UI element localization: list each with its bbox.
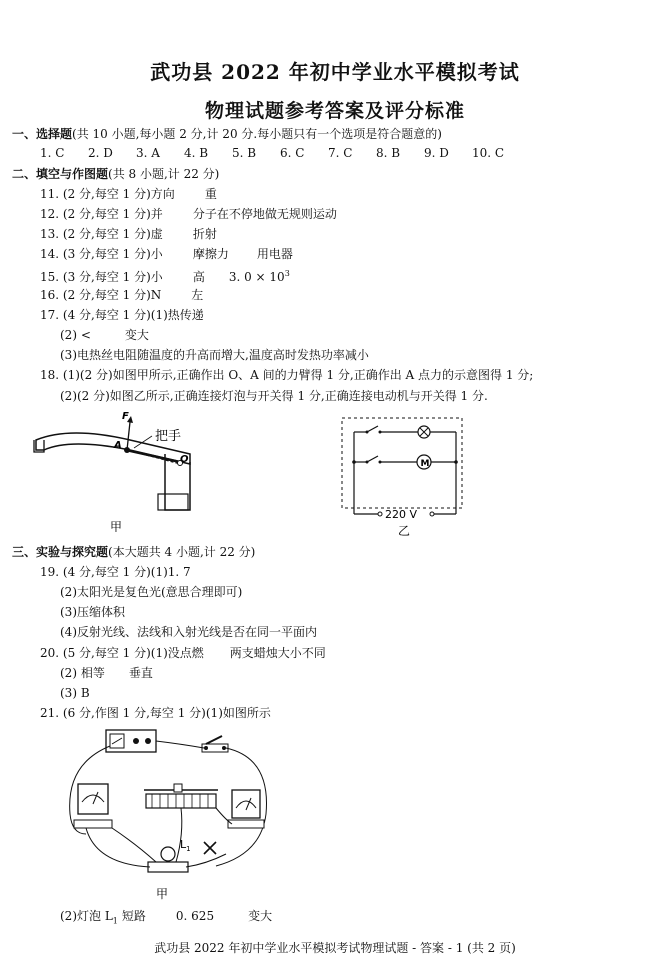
q14-answer-2: 摩擦力 <box>192 247 229 261</box>
pivot-o-label: O <box>180 454 189 465</box>
q15-exponent: 3 <box>284 269 290 278</box>
q15-line <box>40 266 290 285</box>
q21-part-2b: 0. 625 <box>175 909 215 923</box>
q17-part-3: (3)电热丝电阻随温度的升高而增大,温度高时发热功率减小 <box>60 348 369 362</box>
q19-line-4 <box>60 624 317 640</box>
q15-answer-1: 小 <box>150 270 163 284</box>
motor-label: M <box>420 459 430 469</box>
q21-number: 21. (6 分,作图 1 分,每空 1 分) <box>40 706 206 720</box>
section-2-heading: 二、填空与作图题 <box>12 167 109 181</box>
answer-item: 5. B <box>232 146 257 160</box>
section-2-heading-line <box>12 166 219 182</box>
q20-line-3 <box>60 685 90 701</box>
q19-part-3: (3)压缩体积 <box>60 605 125 619</box>
q13-answer-1: 虚 <box>150 227 163 241</box>
q13-answer-2: 折射 <box>192 227 217 241</box>
q16-answer-1: N <box>150 288 162 302</box>
q15-answer-3: 3. 0 × 10 <box>228 270 285 284</box>
handle-label: 把手 <box>155 429 182 444</box>
q21-line-2 <box>60 908 272 929</box>
q20-part-1b: 两支蜡烛大小不同 <box>229 646 326 660</box>
q19-number: 19. (4 分,每空 1 分) <box>40 565 151 579</box>
q19-line-2 <box>60 584 242 600</box>
section-3-heading-line <box>12 544 255 560</box>
q21-part-1: (1)如图所示 <box>205 706 271 720</box>
q21-part-2: (2)灯泡 L <box>60 909 113 923</box>
q12-line <box>40 206 337 222</box>
q21-part-2-rest: 短路 <box>121 909 146 923</box>
q21-part-2c: 变大 <box>248 909 273 923</box>
q11-answer-1: 方向 <box>150 187 175 201</box>
q20-part-2b: 垂直 <box>128 666 153 680</box>
q18-line-1 <box>40 367 533 383</box>
q19-part-2: (2)太阳光是复色光(意思合理即可) <box>60 585 243 599</box>
figure-jia-caption: 甲 <box>110 520 123 532</box>
q20-part-1: (1)没点燃 <box>150 646 204 660</box>
section-3-heading: 三、实验与探究题 <box>12 545 109 559</box>
q17-line-1 <box>40 307 204 323</box>
answer-item: 9. D <box>424 146 449 160</box>
q18-line-2 <box>60 388 488 404</box>
q17-line-2 <box>60 327 149 343</box>
figure-yi-caption: 乙 <box>398 524 411 538</box>
q13-line <box>40 226 217 242</box>
answer-item: 8. B <box>376 146 401 160</box>
q18-part-1: 18. (1)(2 分)如图甲所示,正确作出 O、A 间的力臂得 1 分,正确作出 A 点力的示意图得 1 分; <box>40 368 534 382</box>
q17-part-2: (2) < <box>60 328 91 342</box>
q11-line <box>40 186 217 202</box>
experiment-figure-caption: 甲 <box>156 887 169 901</box>
experiment-circuit-figure <box>56 724 286 904</box>
document-subtitle: 物理试题参考答案及评分标准 <box>204 100 465 122</box>
section-1-heading-line <box>12 126 442 142</box>
q16-answer-2: 左 <box>191 288 204 302</box>
section-1-heading: 一、选择题 <box>12 127 73 141</box>
document-title: 武功县 2022 年初中学业水平模拟考试 <box>150 60 520 84</box>
q12-answer-1: 并 <box>150 207 163 221</box>
answer-item: 4. B <box>184 146 209 160</box>
q21-part-2-subscript: 1 <box>112 916 118 926</box>
section-1-note: (共 10 小题,每小题 2 分,计 20 分.每小题只有一个选项是符合题意的) <box>72 127 442 141</box>
faucet-lever-figure <box>30 410 230 532</box>
q20-line-2 <box>60 665 153 681</box>
q15-answer-2: 高 <box>192 270 205 284</box>
q19-line-1 <box>40 564 191 580</box>
lamp-label: $L_1$ <box>180 838 191 853</box>
q11-number: 11. (2 分,每空 1 分) <box>40 187 151 201</box>
q20-part-3: (3) B <box>60 686 90 700</box>
q14-line <box>40 246 293 262</box>
q19-part-4: (4)反射光线、法线和入射光线是否在同一平面内 <box>60 625 317 639</box>
q17-part-2b: 变大 <box>124 328 149 342</box>
q20-line-1 <box>40 645 326 661</box>
answer-item: 3. A <box>136 146 160 160</box>
q13-number: 13. (2 分,每空 1 分) <box>40 227 151 241</box>
section-2-note: (共 8 小题,计 22 分) <box>108 167 220 181</box>
page-footer: 武功县 2022 年初中学业水平模拟考试物理试题 - 答案 - 1 (共 2 页) <box>154 941 516 955</box>
point-a-label: A <box>114 440 122 451</box>
q16-line <box>40 287 203 303</box>
q21-line-1 <box>40 705 271 721</box>
q14-answer-1: 小 <box>150 247 163 261</box>
q17-line-3 <box>60 347 369 363</box>
force-label: F <box>122 411 129 422</box>
q20-part-2: (2) 相等 <box>60 666 105 680</box>
q14-number: 14. (3 分,每空 1 分) <box>40 247 151 261</box>
q16-number: 16. (2 分,每空 1 分) <box>40 288 151 302</box>
circuit-figure-yi <box>340 416 480 538</box>
section-1-answers <box>40 145 520 161</box>
answer-item: 2. D <box>88 146 113 160</box>
q12-answer-2: 分子在不停地做无规则运动 <box>192 207 337 221</box>
answer-item: 6. C <box>280 146 305 160</box>
q19-part-1: (1)1. 7 <box>150 565 191 579</box>
q17-part-1: (1)热传递 <box>150 308 204 322</box>
q19-line-3 <box>60 604 125 620</box>
q12-number: 12. (2 分,每空 1 分) <box>40 207 151 221</box>
answer-item: 10. C <box>472 146 505 160</box>
answer-item: 1. C <box>40 146 65 160</box>
q18-part-2: (2)(2 分)如图乙所示,正确连接灯泡与开关得 1 分,正确连接电动机与开关得 1 分. <box>60 389 488 403</box>
voltage-label: 220 V <box>385 508 418 521</box>
q15-number: 15. (3 分,每空 1 分) <box>40 270 151 284</box>
q17-number: 17. (4 分,每空 1 分) <box>40 308 151 322</box>
q11-answer-2: 重 <box>204 187 217 201</box>
section-3-note: (本大题共 4 小题,计 22 分) <box>108 545 256 559</box>
answer-item: 7. C <box>328 146 353 160</box>
q14-answer-3: 用电器 <box>256 247 293 261</box>
q20-number: 20. (5 分,每空 1 分) <box>40 646 151 660</box>
